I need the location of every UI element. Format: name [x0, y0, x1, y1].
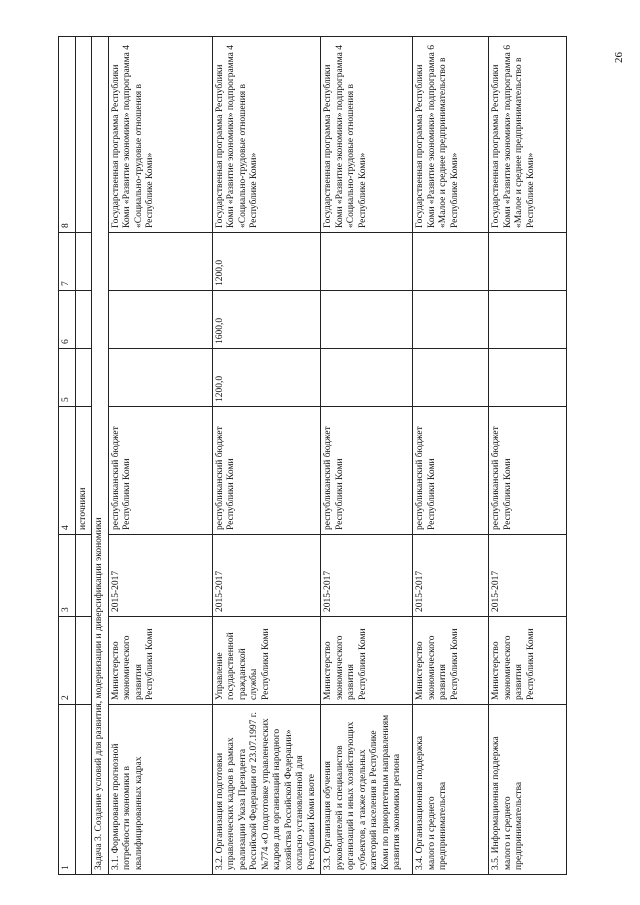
program-reference: Государственная программа Республики Коми «Развитие экономики» подпрограмма 6 «Малое и среднее предпринимательство в Республике Коми»	[413, 37, 489, 233]
amount-year-1: 1200,0	[212, 349, 321, 407]
column-number-row	[59, 37, 76, 875]
program-reference: Государственная программа Республики Коми «Развитие экономики» подпрограмма 6 «Малое и среднее предпринимательство в Республике Коми»	[489, 37, 567, 233]
table-row	[108, 37, 212, 875]
subheader-text: источники	[75, 407, 92, 535]
column-number: 1	[59, 705, 76, 875]
period: 2015-2017	[413, 535, 489, 617]
column-number: 5	[59, 349, 76, 407]
executor: Министерство экономического развития Республики Коми	[321, 617, 413, 705]
amount-year-3	[489, 233, 567, 291]
table-row	[489, 37, 567, 875]
column-number: 2	[59, 617, 76, 705]
table-row	[321, 37, 413, 875]
amount-year-3	[108, 233, 212, 291]
page-number: 26	[613, 52, 625, 63]
section-row	[92, 37, 109, 875]
measure-name: 3.2. Организация подготовки управленческих кадров в рамках реализации Указа Президента Российской Федерации от 23.07.1997 г. №774 «О подготовке управленческих кадров для организаций народного хозяйства Российской Федерации» согласно установленной для Республики Коми квоте	[212, 705, 321, 875]
amount-year-2: 1600,0	[212, 291, 321, 349]
executor: Управление государственной гражданской службы Республики Коми	[212, 617, 321, 705]
amount-year-2	[413, 291, 489, 349]
program-reference: Государственная программа Республики Коми «Развитие экономики» подпрограмма 4 «Социально-трудовые отношения в Республике Коми»	[321, 37, 413, 233]
table-row	[413, 37, 489, 875]
column-number: 6	[59, 291, 76, 349]
funding-source: республиканский бюджет Республики Коми	[489, 407, 567, 535]
funding-source: республиканский бюджет Республики Коми	[212, 407, 321, 535]
executor: Министерство экономического развития Республики Коми	[413, 617, 489, 705]
executor: Министерство экономического развития Республики Коми	[108, 617, 212, 705]
amount-year-1	[321, 349, 413, 407]
funding-source: республиканский бюджет Республики Коми	[413, 407, 489, 535]
column-number: 4	[59, 407, 76, 535]
period: 2015-2017	[108, 535, 212, 617]
amount-year-3	[413, 233, 489, 291]
measure-name: 3.4. Организационная поддержка малого и среднего предпринимательства	[413, 705, 489, 875]
amount-year-3	[321, 233, 413, 291]
table-row	[212, 37, 321, 875]
section-title: Задача 3. Создание условий для развития, модернизации и диверсификации экономики	[92, 37, 109, 875]
amount-year-1	[413, 349, 489, 407]
measure-name: 3.1. Формирование прогнозной потребности экономики в квалифицированных кадрах	[108, 705, 212, 875]
amount-year-3: 1200,0	[212, 233, 321, 291]
period: 2015-2017	[489, 535, 567, 617]
measure-name: 3.3. Организация обучения руководителей и специалистов организаций и иных хозяйствующих субъектов, а также отдельных категорий населения в Республике Коми по приоритетным направлениям развития экономики региона	[321, 705, 413, 875]
amount-year-2	[321, 291, 413, 349]
funding-source: республиканский бюджет Республики Коми	[321, 407, 413, 535]
executor: Министерство экономического развития Республики Коми	[489, 617, 567, 705]
column-number: 7	[59, 233, 76, 291]
amount-year-1	[108, 349, 212, 407]
period: 2015-2017	[321, 535, 413, 617]
measures-table	[58, 36, 567, 875]
amount-year-1	[489, 349, 567, 407]
period: 2015-2017	[212, 535, 321, 617]
program-reference: Государственная программа Республики Коми «Развитие экономики» подпрограмма 4 «Социально-трудовые отношения в Республике Коми»	[212, 37, 321, 233]
column-number: 8	[59, 37, 76, 233]
program-reference: Государственная программа Республики Коми «Развитие экономики» подпрограмма 4 «Социально-трудовые отношения в Республике Коми»	[108, 37, 212, 233]
funding-source: республиканский бюджет Республики Коми	[108, 407, 212, 535]
subheader-row	[75, 37, 92, 875]
amount-year-2	[489, 291, 567, 349]
measure-name: 3.5. Информационная поддержка малого и среднего предпринимательства	[489, 705, 567, 875]
column-number: 3	[59, 535, 76, 617]
amount-year-2	[108, 291, 212, 349]
